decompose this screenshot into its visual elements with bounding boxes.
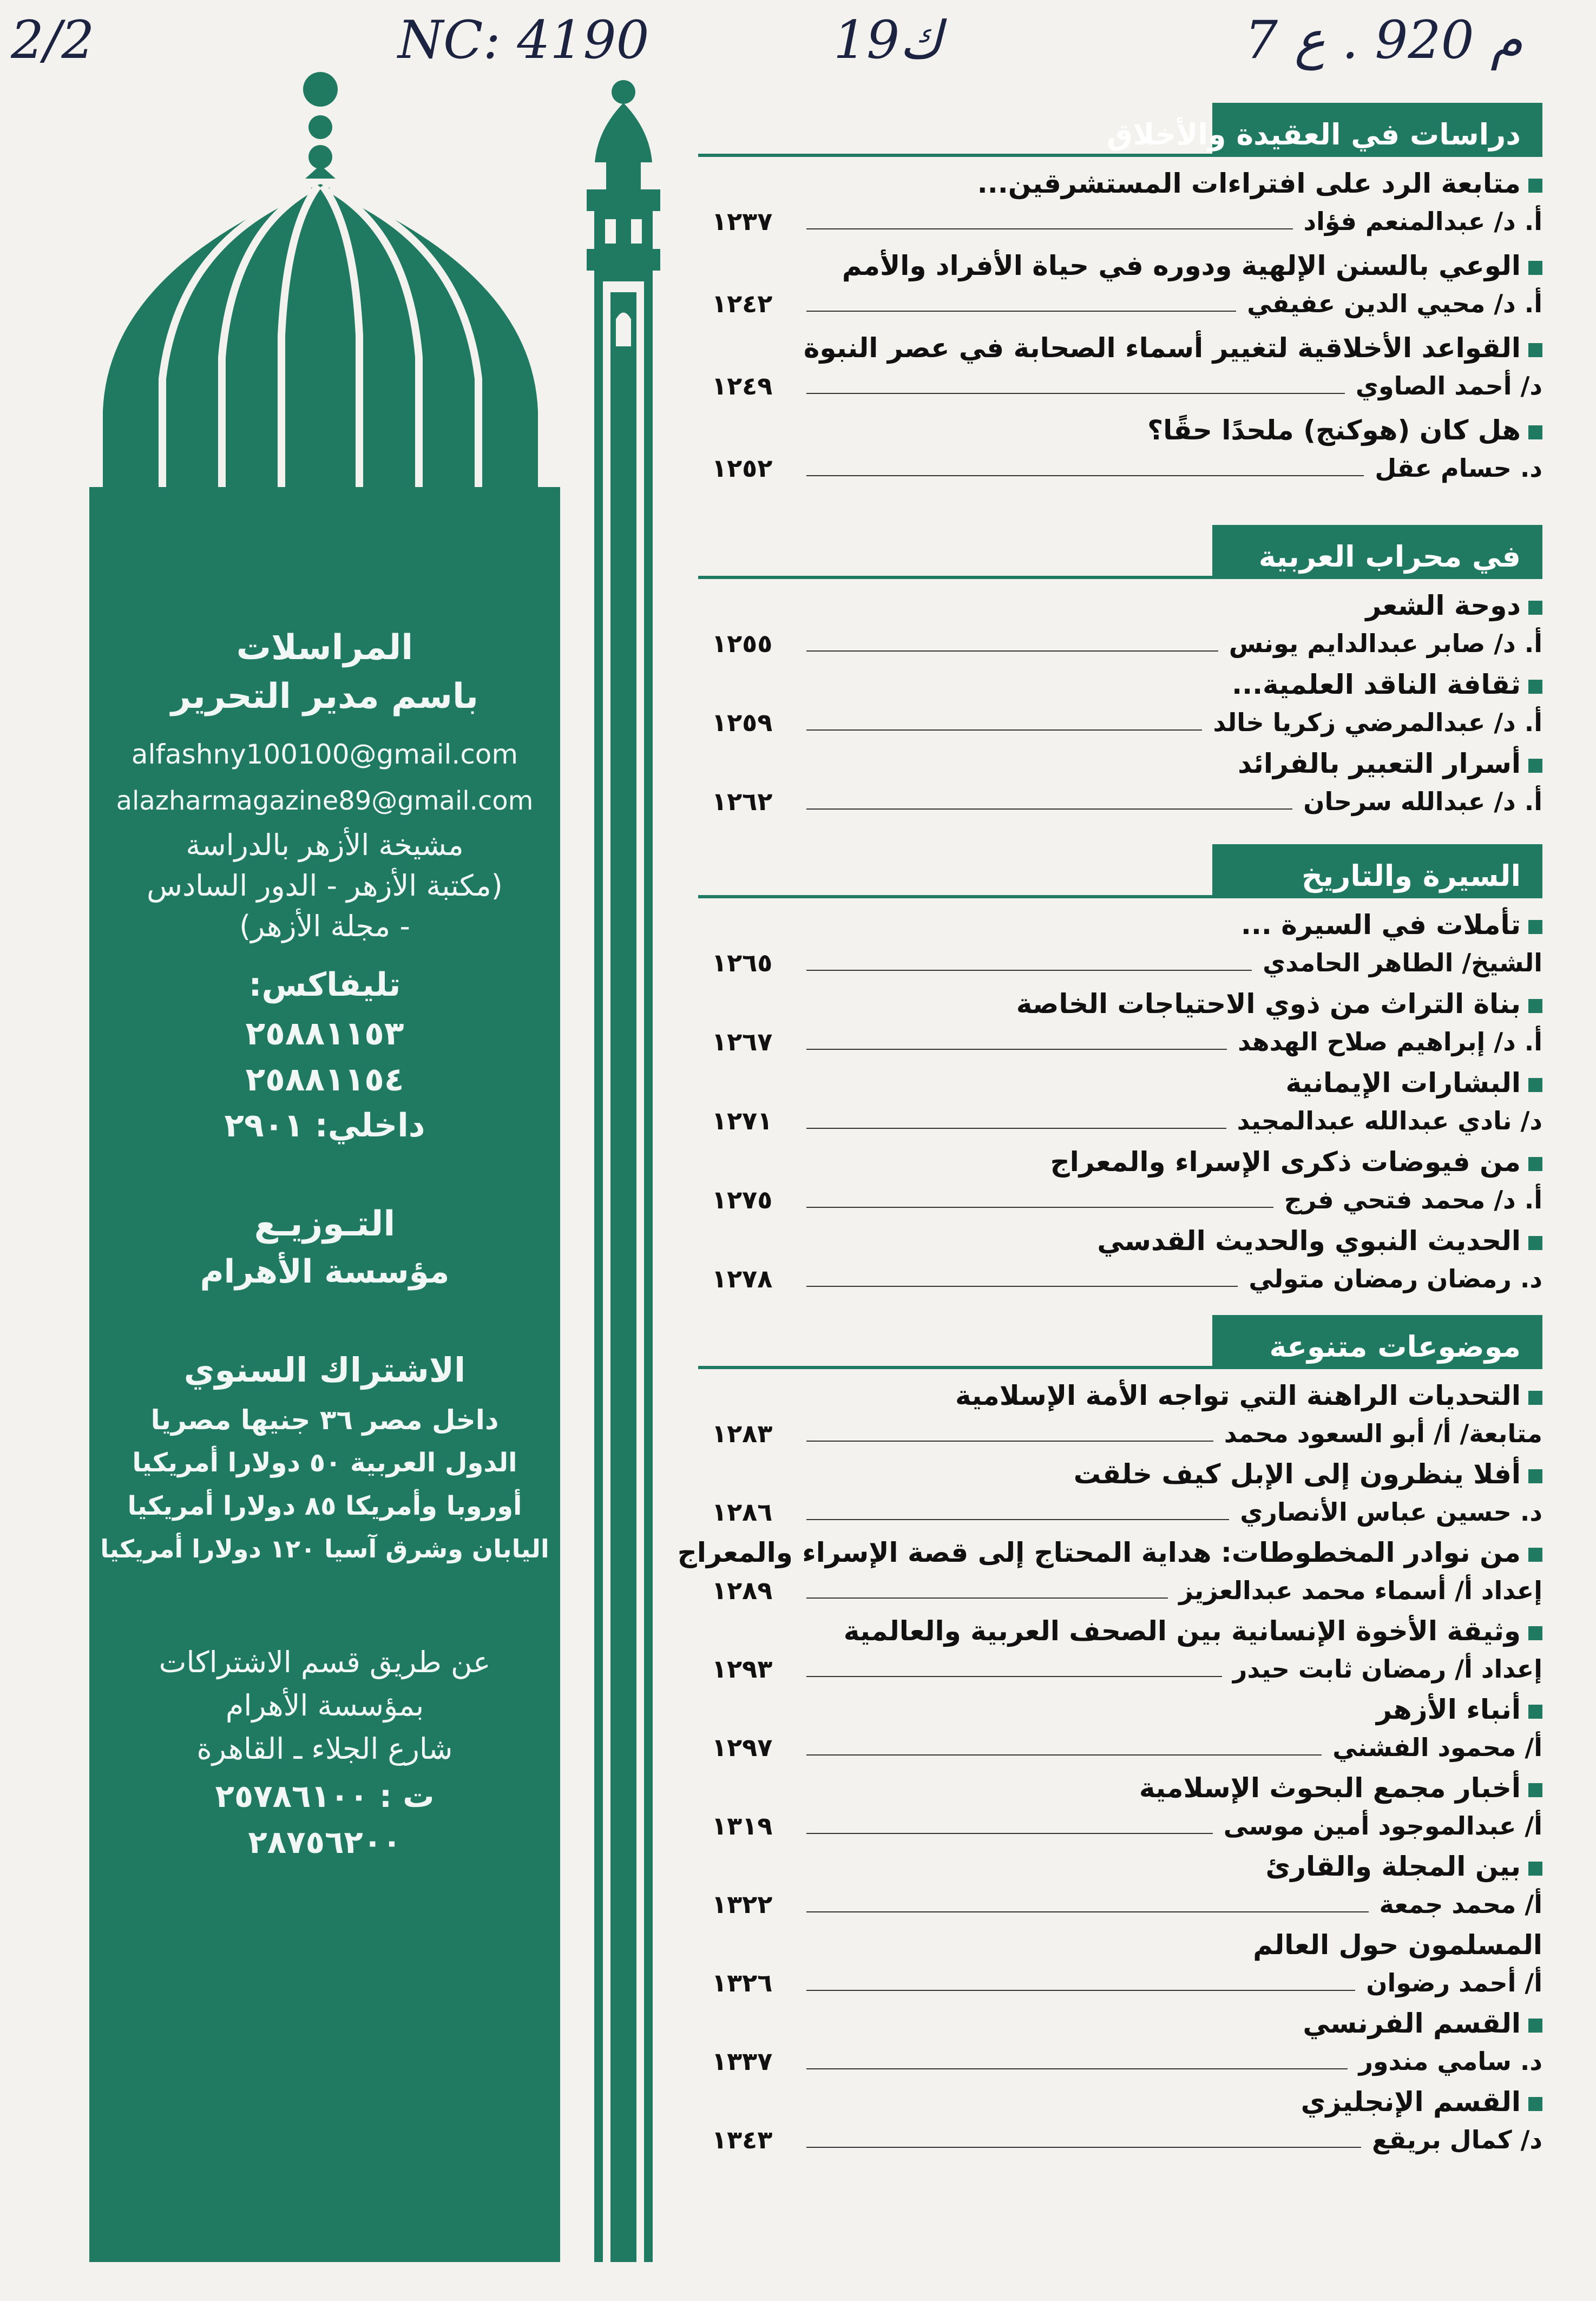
section-title: موضوعات متنوعة: [1269, 1330, 1521, 1364]
bullet-square-icon: [1528, 1157, 1542, 1171]
toc-entry-page: ١٢٩٧: [712, 1733, 773, 1762]
toc-entry-page: ١٢٤٩: [712, 371, 773, 400]
toc-entry[interactable]: [698, 1146, 1542, 1225]
leader-line: [806, 1597, 1168, 1599]
section-header: [698, 1315, 1542, 1369]
subscription-phone: ٢٨٧٥٦٢٠٠: [248, 1824, 402, 1860]
info-panel: [89, 520, 560, 2262]
bullet-square-icon: [1528, 179, 1542, 193]
leader-line: [806, 1207, 1273, 1208]
toc-entry-page: ١٢٨٩: [712, 1576, 773, 1605]
telefax-number: ٢٥٨٨١١٥٤: [245, 1061, 404, 1099]
bullet-square-icon: [1528, 680, 1542, 694]
handwritten-shelf-mark: م 920 . ع 7: [1245, 10, 1523, 70]
bullet-square-icon: [1528, 1783, 1542, 1797]
toc-entry[interactable]: [698, 1772, 1542, 1851]
toc-entry-title: [1232, 669, 1542, 700]
toc-entry-title-text: متابعة الرد على افتراءات المستشرقين...: [977, 168, 1521, 199]
toc-entry[interactable]: [698, 1225, 1542, 1304]
toc-entry-title: [1074, 1458, 1542, 1490]
toc-entry-author: أ. د/ محيي الدين عفيفي: [1247, 289, 1542, 318]
toc-entry[interactable]: [677, 1537, 1542, 1615]
toc-entry-page: ١٢٤٢: [712, 289, 773, 318]
bullet-square-icon: [1528, 1469, 1542, 1483]
subscription-address: بمؤسسة الأهرام: [225, 1688, 424, 1723]
distribution-heading: التـوزيـع: [254, 1204, 396, 1244]
bullet-square-icon: [1528, 1236, 1542, 1250]
toc-entry[interactable]: [698, 2008, 1542, 2086]
leader-line: [806, 729, 1202, 731]
leader-line: [806, 1833, 1213, 1834]
toc-entry-author: د. حسين عباس الأنصاري: [1240, 1497, 1542, 1527]
toc-entry-title-text: القسم الإنجليزي: [1301, 2086, 1521, 2118]
bullet-square-icon: [1528, 999, 1542, 1013]
toc-entry[interactable]: [698, 2086, 1542, 2165]
toc-entry[interactable]: [698, 590, 1542, 668]
toc-entry-title: [1286, 1067, 1543, 1099]
section-header: [698, 525, 1542, 579]
toc-entry-author: د/ أحمد الصاوي: [1355, 371, 1542, 400]
subscription-phone: ت : ٢٥٧٨٦١٠٠: [215, 1778, 435, 1814]
toc-entry-page: ١٣١٩: [712, 1811, 773, 1840]
telefax-number: ٢٥٨٨١١٥٣: [245, 1015, 404, 1053]
leader-line: [806, 393, 1345, 394]
leader-line: [806, 650, 1218, 652]
bullet-square-icon: [1528, 425, 1542, 439]
telefax-label: تليفاكس:: [248, 966, 401, 1004]
toc-entry-author: د/ نادي عبدالله عبدالمجيد: [1237, 1106, 1542, 1135]
leader-line: [806, 2068, 1348, 2069]
leader-line: [806, 1286, 1238, 1287]
correspondence-heading: المراسلات: [236, 628, 413, 668]
bullet-square-icon: [1528, 1705, 1542, 1719]
toc-entry-author: أ/ محمد جمعة: [1379, 1890, 1542, 1919]
toc-entry-title: [804, 332, 1542, 364]
toc-entry-author: أ/ عبدالموجود أمين موسى: [1223, 1811, 1542, 1840]
toc-entry-title-text: بين المجلة والقارئ: [1265, 1851, 1521, 1882]
section-title: دراسات في العقيدة والأخلاق: [1106, 117, 1521, 152]
leader-line: [806, 1911, 1369, 1912]
address-line: - مجلة الأزهر): [239, 909, 410, 943]
section-banner: [1212, 844, 1542, 898]
toc-entry-title-text: الوعي بالسنن الإلهية ودوره في حياة الأفراد والأمم: [842, 250, 1521, 281]
toc-entry-author: أ. د/ محمد فتحي فرج: [1284, 1185, 1542, 1214]
toc-entry-title: [1050, 1146, 1542, 1178]
leader-line: [806, 1519, 1229, 1520]
toc-entry-author: الشيخ/ الطاهر الحامدي: [1263, 948, 1542, 977]
toc-entry-title-text: هل كان (هوكنج) ملحدًا حقًا؟: [1147, 415, 1521, 446]
toc-entry-title: [1016, 988, 1542, 1020]
toc-entry-author: د. حسام عقل: [1375, 453, 1542, 483]
toc-entry[interactable]: [698, 1851, 1542, 1929]
toc-entry-title: [1238, 748, 1542, 779]
toc-entry-title: [1147, 415, 1542, 446]
toc-entry-title-text: وثيقة الأخوة الإنسانية بين الصحف العربية والعالمية: [843, 1615, 1521, 1647]
toc-entry[interactable]: [698, 332, 1542, 411]
toc-entry-title: [1301, 2086, 1542, 2118]
toc-entry-title-text: القسم الفرنسي: [1303, 2008, 1521, 2039]
toc-entry-author: أ. د/ عبدالله سرحان: [1303, 787, 1542, 816]
toc-entry-page: ١٣٤٣: [712, 2125, 773, 2154]
toc-entry-title: [1253, 1929, 1542, 1961]
email-link-1[interactable]: alfashny100100@gmail.com: [131, 739, 518, 770]
toc-entry-author: أ. د/ صابر عبدالدايم يونس: [1229, 629, 1542, 658]
section-title: السيرة والتاريخ: [1302, 859, 1521, 893]
bullet-square-icon: [1528, 1391, 1542, 1405]
leader-line: [806, 808, 1292, 810]
toc-entry[interactable]: [698, 1694, 1542, 1772]
toc-entry-page: ١٢٥٩: [712, 708, 773, 737]
toc-entry-author: متابعة/ أ/ أبو السعود محمد: [1224, 1419, 1542, 1448]
leader-line: [806, 1676, 1222, 1677]
leader-line: [806, 475, 1364, 476]
toc-entry-author: أ. د/ عبدالمنعم فؤاد: [1303, 207, 1542, 236]
subscription-heading: الاشتراك السنوي: [183, 1350, 466, 1390]
bullet-square-icon: [1528, 2019, 1542, 2033]
section-title: في محراب العربية: [1258, 540, 1521, 574]
toc-entry-page: ١٢٥٥: [712, 629, 773, 658]
toc-entry-title-text: المسلمون حول العالم: [1253, 1929, 1542, 1961]
toc-entry[interactable]: [698, 250, 1542, 328]
toc-entry[interactable]: [698, 1615, 1542, 1694]
bullet-square-icon: [1528, 343, 1542, 357]
bullet-square-icon: [1528, 2097, 1542, 2111]
toc-entry-title-text: من فيوضات ذكرى الإسراء والمعراج: [1050, 1146, 1521, 1178]
toc-entry-author: د. رمضان رمضان متولي: [1249, 1264, 1542, 1293]
toc-entry-page: ١٢٦٢: [712, 787, 773, 816]
toc-entry-page: ١٢٨٣: [712, 1419, 773, 1448]
toc-entry-title: [1139, 1772, 1542, 1804]
toc-entry[interactable]: [698, 669, 1542, 747]
bullet-square-icon: [1528, 1626, 1542, 1640]
subscription-address: شارع الجلاء ـ القاهرة: [196, 1732, 453, 1766]
toc-entry-title-text: أخبار مجمع البحوث الإسلامية: [1139, 1772, 1521, 1804]
toc-entry-author: إعداد أ/ أسماء محمد عبدالعزيز: [1179, 1576, 1542, 1605]
toc-entry-author: د/ كمال بريقع: [1372, 2125, 1542, 2154]
toc-entry-page: ١٣٢٦: [712, 1968, 773, 1997]
toc-entry-title: [1303, 2008, 1542, 2039]
bullet-square-icon: [1528, 261, 1542, 275]
toc-entry-title: [844, 1615, 1542, 1647]
handwritten-page-marker: 2/2: [11, 10, 95, 70]
bullet-square-icon: [1528, 759, 1542, 773]
toc-entry[interactable]: [698, 1458, 1542, 1537]
toc-entry-title-text: أسرار التعبير بالفرائد: [1238, 748, 1521, 779]
toc-entry-author: إعداد أ/ رمضان ثابت حيدر: [1232, 1654, 1542, 1684]
toc-entry-title: [1241, 909, 1542, 941]
toc-entry-page: ١٢٦٧: [712, 1027, 773, 1056]
toc-entry-page: ١٢٧٨: [712, 1264, 773, 1293]
leader-line: [806, 1128, 1226, 1129]
toc-entry-author: أ. د/ عبدالمرضي زكريا خالد: [1213, 708, 1542, 737]
toc-entry-author: أ. د/ إبراهيم صلاح الهدهد: [1238, 1027, 1542, 1056]
toc-entry-page: ١٢٩٣: [712, 1654, 773, 1684]
toc-entry-author: د. سامي مندور: [1358, 2047, 1542, 2076]
toc-entry-author: أ/ أحمد رضوان: [1366, 1968, 1542, 1997]
toc-entry[interactable]: [698, 1380, 1542, 1458]
toc-entry-title-text: دوحة الشعر: [1365, 590, 1521, 621]
toc-entry-title-text: الحديث النبوي والحديث القدسي: [1097, 1225, 1521, 1257]
toc-entry-title: [1097, 1225, 1542, 1257]
section-banner: [1212, 1315, 1542, 1369]
dome-icon: [89, 72, 560, 520]
leader-line: [806, 1049, 1227, 1050]
toc-entry-title-text: القواعد الأخلاقية لتغيير أسماء الصحابة في عصر النبوة: [803, 332, 1521, 364]
email-link-2[interactable]: alazharmagazine89@gmail.com: [116, 786, 534, 816]
table-of-contents: [677, 103, 1542, 2213]
toc-entry-title-text: التحديات الراهنة التي تواجه الأمة الإسلامية: [955, 1380, 1521, 1411]
toc-entry-title: [1365, 590, 1542, 621]
leader-line: [806, 970, 1252, 971]
toc-entry-page: ١٢٦٥: [712, 948, 773, 977]
toc-entry-title: [678, 1537, 1542, 1568]
addressee-line: باسم مدير التحرير: [170, 676, 479, 716]
toc-entry[interactable]: [698, 748, 1542, 826]
toc-entry-title: [955, 1380, 1542, 1411]
handwritten-catalog-mark: ك19: [833, 10, 943, 70]
address-line: (مكتبة الأزهر - الدور السادس: [147, 869, 503, 903]
toc-entry-page: ١٢٧١: [712, 1106, 773, 1135]
address-line: مشيخة الأزهر بالدراسة: [186, 828, 464, 862]
bullet-square-icon: [1528, 1548, 1542, 1562]
handwritten-catalog-code: NC: 4190: [398, 10, 649, 70]
toc-entry-title-text: من نوادر المخطوطات: هداية المحتاج إلى قصة الإسراء والمعراج: [677, 1537, 1521, 1568]
leader-line: [806, 1990, 1355, 1991]
subscription-rate: اليابان وشرق آسيا ١٢٠ دولارا أمريكيا: [100, 1534, 549, 1563]
section-header: [698, 103, 1542, 157]
leader-line: [806, 2147, 1361, 2148]
section-banner: [1212, 525, 1542, 579]
toc-entry-title: [977, 168, 1542, 199]
section-banner: [1106, 103, 1542, 157]
toc-entry[interactable]: [698, 415, 1542, 493]
toc-entry-title-text: تأملات في السيرة ...: [1240, 909, 1521, 941]
toc-entry-title: [1265, 1851, 1542, 1882]
toc-entry-page: ١٢٥٢: [712, 453, 773, 483]
toc-entry-title-text: بناة التراث من ذوي الاحتياجات الخاصة: [1016, 988, 1521, 1020]
toc-entry[interactable]: [698, 168, 1542, 246]
toc-entry-title-text: ثقافة الناقد العلمية...: [1232, 669, 1521, 700]
toc-entry-title-text: أفلا ينظرون إلى الإبل كيف خلقت: [1073, 1458, 1521, 1490]
subscription-rate: الدول العربية ٥٠ دولارا أمريكيا: [132, 1448, 517, 1478]
bullet-square-icon: [1528, 601, 1542, 615]
toc-entry[interactable]: [698, 909, 1542, 988]
toc-entry-page: ١٣٣٧: [712, 2047, 773, 2076]
leader-line: [806, 311, 1236, 312]
toc-entry-title-text: أنباء الأزهر: [1376, 1694, 1521, 1725]
toc-entry[interactable]: [698, 1929, 1542, 2008]
toc-entry-page: ١٢٨٦: [712, 1497, 773, 1527]
distribution-org: مؤسسة الأهرام: [200, 1253, 450, 1291]
toc-entry-author: أ/ محمود الفشني: [1332, 1733, 1542, 1762]
toc-entry-title-text: البشارات الإيمانية: [1285, 1067, 1521, 1099]
toc-entry-title: [1376, 1694, 1542, 1725]
toc-entry-page: ١٣٢٢: [712, 1890, 773, 1919]
bullet-square-icon: [1528, 1078, 1542, 1092]
bullet-square-icon: [1528, 920, 1542, 934]
bullet-square-icon: [1528, 1862, 1542, 1876]
toc-entry[interactable]: [698, 988, 1542, 1067]
toc-entry-page: ١٢٣٧: [712, 207, 773, 236]
subscription-rate: داخل مصر ٣٦ جنيها مصريا: [150, 1404, 499, 1436]
toc-entry-title: [842, 250, 1542, 281]
minaret-icon: [587, 80, 660, 2262]
leader-line: [806, 228, 1293, 229]
toc-entry[interactable]: [698, 1067, 1542, 1146]
subscription-address: عن طريق قسم الاشتراكات: [159, 1645, 491, 1679]
toc-entry-page: ١٢٧٥: [712, 1185, 773, 1214]
section-header: [698, 844, 1542, 898]
internal-extension: داخلي: ٢٩٠١: [224, 1107, 425, 1145]
leader-line: [806, 1754, 1322, 1756]
subscription-rate: أوروبا وأمريكا ٨٥ دولارا أمريكيا: [127, 1491, 522, 1521]
leader-line: [806, 1441, 1213, 1442]
